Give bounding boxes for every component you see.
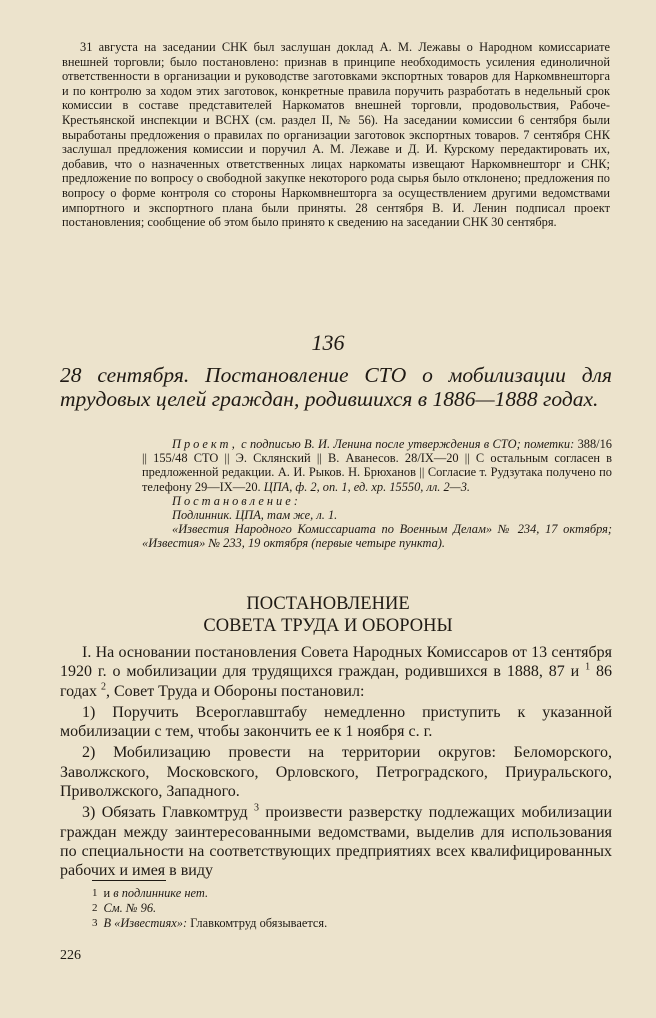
document-title: 28 сентября. Постановление СТО о мобилизации для трудовых целей граждан, родившихся в 1886—1888 годах. [60, 363, 612, 411]
source-resolution-line [142, 494, 612, 508]
body-paragraph-4: 3) Обязать Главкомтруд $^3$ произвести разверстку подлежащих мобилизации граждан между заинтересованными ведомствами, выделив для использования по специальности на соответствующих предприятиях всех квалифицированных рабочих и имея в виду [60, 803, 613, 880]
source-project-label: Проект, [172, 437, 238, 451]
source-marks: 388/16 || 155/48 СТО || Э. Склянский || В. Аванесов. 28/IX—20 || С остальным согласен в предложенной редакции. А. И. Рыков. Н. Брюханов || Согласие т. Рудзутака получено по телефону 29—IX—20. [142, 437, 612, 494]
body-paragraph-1: I. На основании постановления Совета Народных Комиссаров от 13 сентября 1920 г. о мобилизации для трудящихся граждан, родившихся в 1888, 87 и $^1$ 86 годах $^2$, Совет Труда и Обороны постановил: [60, 644, 613, 700]
resolution-body [60, 643, 612, 883]
footnote-divider [92, 880, 166, 881]
resolution-heading [0, 593, 656, 637]
source-project-text: с подписью В. И. Ленина после утверждения в СТО; пометки: [241, 437, 575, 451]
intro-paragraph: 31 августа на заседании СНК был заслушан доклад А. М. Лежавы о Народном комиссариате внешней торговли; было постановлено: признав в принципе необходимость усиления единоличной ответственности в организации и руководстве заготовками экспортных товаров для Наркомвнешторга и по контролю за ходом этих заготовок, конкретные правила поручить разработать в недельный срок комиссии в составе представителей Наркоматов внешней торговли, продовольствия, Рабоче-Крестьянской инспекции и ВСНХ (см. раздел II, № 56). На заседании комиссии 6 сентября были выработаны предложения о правилах по организации заготовок экспортных товаров. 7 сентября СНК заслушал предложения комиссии и поручил А. М. Лежаве и Д. И. Курскому передактировать их, добавив, что о назначенных ответственных лицах наркоматы извещают Наркомвнешторг и СНК; предложение по вопросу о свободной закупке некоторого рода сырья было отклонено; предложения по вопросу о форме контроля со стороны Наркомвнешторга за осуществлением другими ведомствами импортного и экспортного плана были приняты. 28 сентября В. И. Ленин подписал проект постановления; сообщение об этом было принято к сведению на заседании СНК 30 сентября. [62, 40, 610, 230]
heading-line-2: СОВЕТА ТРУДА И ОБОРОНЫ [203, 616, 453, 636]
source-archive-ref: ЦПА, ф. 2, оп. 1, ед. хр. 15550, лл. 2—3. [263, 479, 470, 494]
footnote-ref-2: 2 [100, 681, 106, 693]
source-note [142, 437, 612, 551]
footnote-ref-3: 3 [253, 803, 259, 815]
body-paragraph-2: 1) Поручить Всероглавштабу немедленно приступить к указанной мобилизации с тем, чтобы закончить ее к 1 ноября с. г. [60, 703, 612, 741]
source-project-line [142, 437, 612, 494]
source-publication: «Известия Народного Комиссариата по Военным Делам» № 234, 17 октября; «Известия» № 233, 19 октября (первые четыре пункта). [142, 522, 612, 551]
body-paragraph-3: 2) Мобилизацию провести на территории округов: Беломорского, Заволжского, Московского, Орловского, Петроградского, Приуральского, Приволжского, Западного. [60, 744, 612, 801]
document-number: 136 [311, 330, 345, 355]
footnote-2: $^2$ См. № 96. [92, 901, 157, 915]
page-number: 226 [60, 948, 81, 963]
footnote-1: $^1$ и в подлиннике нет. [92, 886, 209, 900]
source-resolution-label: Постановление: [172, 493, 301, 508]
footnote-3: $^3$ В «Известиях»: Главкомтруд обязывается. [92, 916, 328, 930]
source-resolution-origin: Подлинник. ЦПА, там же, л. 1. [172, 508, 338, 523]
footnotes [92, 886, 612, 931]
footnote-ref-1: 1 [585, 661, 591, 673]
heading-line-1: ПОСТАНОВЛЕНИЕ [246, 594, 410, 614]
